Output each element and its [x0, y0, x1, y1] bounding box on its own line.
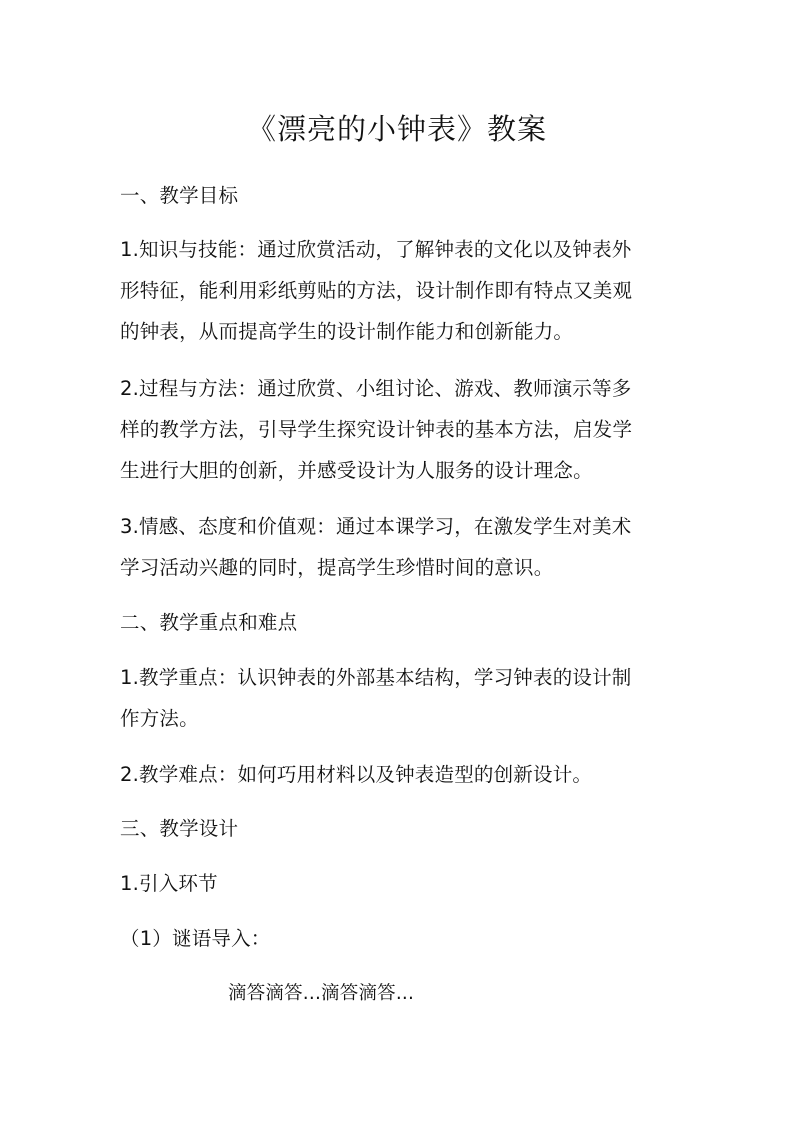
section-heading-key-points: 二、教学重点和难点 [120, 611, 298, 634]
subsection-heading-intro: 1.引入环节 [120, 872, 218, 895]
section-heading-design: 三、教学设计 [120, 817, 239, 840]
paragraph-line: 3.情感、态度和价值观：通过本课学习，在激发学生对美术 [120, 515, 632, 538]
paragraph-line: 学习活动兴趣的同时，提高学生珍惜时间的意识。 [120, 556, 554, 579]
paragraph-line: 2.教学难点：如何巧用材料以及钟表造型的创新设计。 [120, 763, 593, 786]
riddle-text: 滴答滴答...滴答滴答... [228, 983, 415, 1004]
paragraph-line: 1.知识与技能：通过欣赏活动，了解钟表的文化以及钟表外 [120, 238, 632, 261]
paragraph-line: 2.过程与方法：通过欣赏、小组讨论、游戏、教师演示等多 [120, 377, 632, 400]
paragraph-line: 形特征，能利用彩纸剪贴的方法，设计制作即有特点又美观 [120, 279, 633, 302]
document-title: 《漂亮的小钟表》教案 [246, 112, 547, 146]
paragraph-line: 样的教学方法，引导学生探究设计钟表的基本方法，启发学 [120, 418, 633, 441]
paragraph-line: 的钟表，从而提高学生的设计制作能力和创新能力。 [120, 320, 574, 343]
subsection-item-riddle: （1）谜语导入： [120, 927, 271, 950]
section-heading-objectives: 一、教学目标 [120, 184, 239, 207]
paragraph-line: 1.教学重点：认识钟表的外部基本结构，学习钟表的设计制 [120, 666, 632, 689]
paragraph-line: 生进行大胆的创新，并感受设计为人服务的设计理念。 [120, 459, 593, 482]
paragraph-line: 作方法。 [120, 707, 199, 730]
